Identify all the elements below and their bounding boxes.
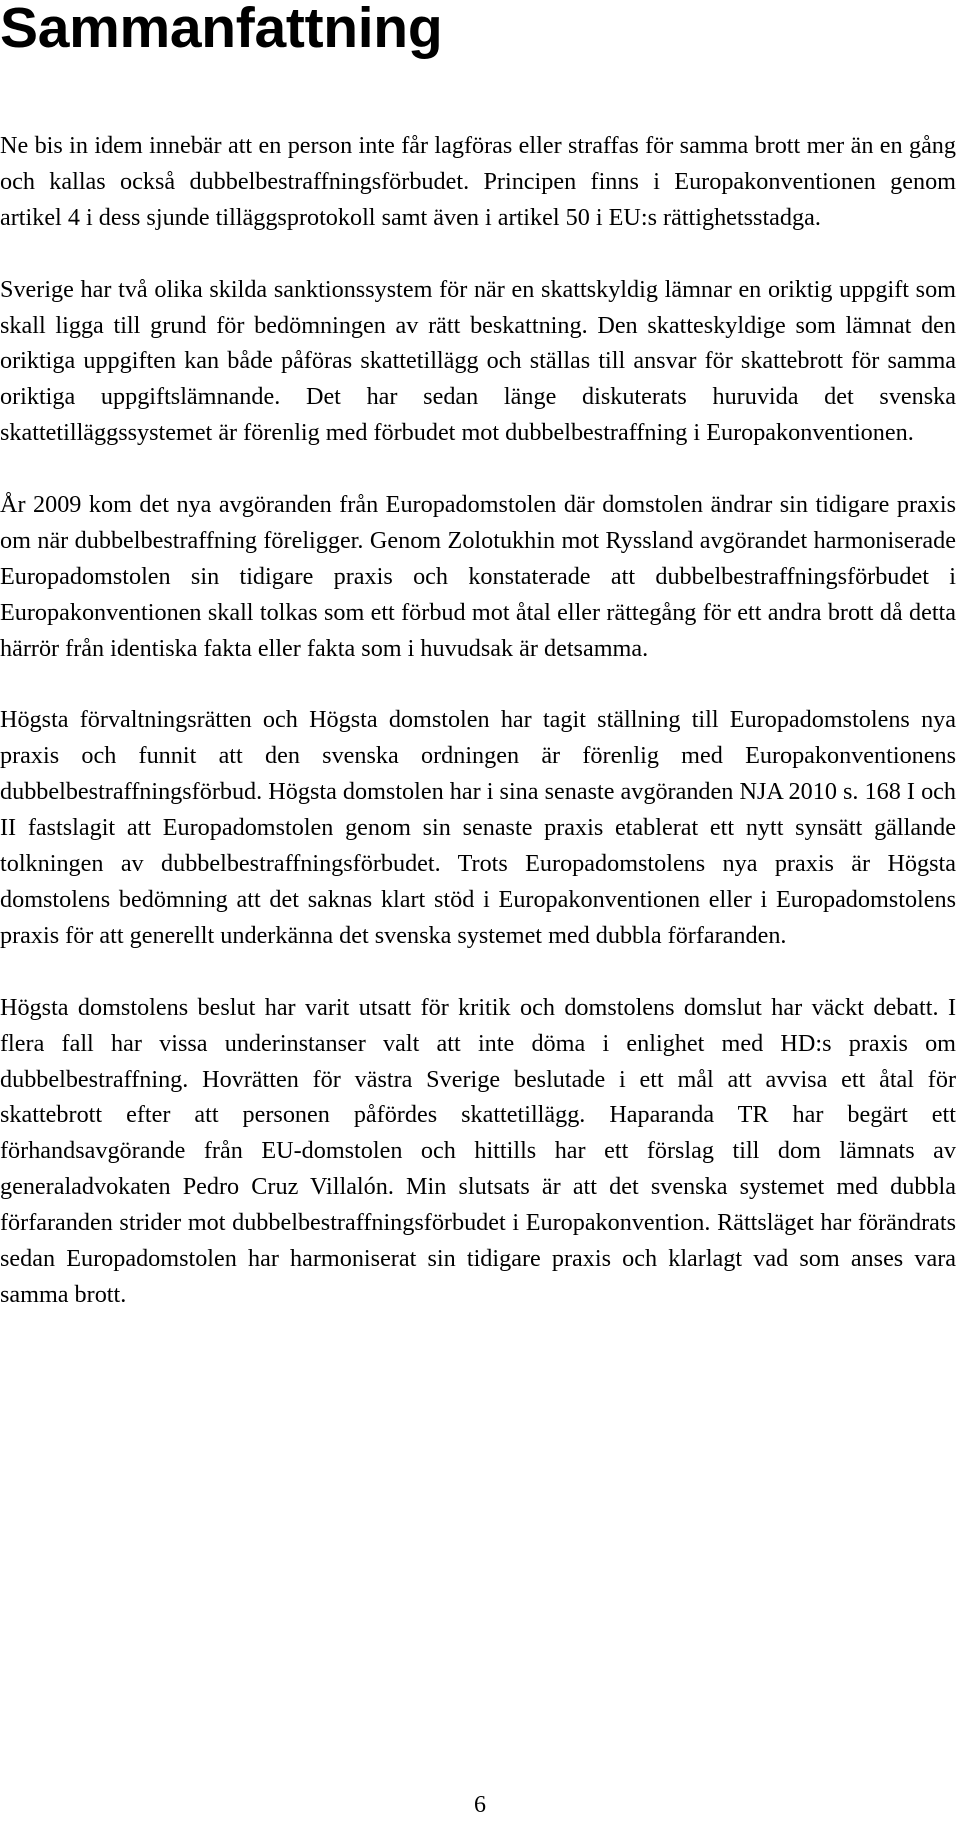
- page-title: Sammanfattning: [0, 0, 443, 60]
- paragraph-5: Högsta domstolens beslut har varit utsatt för kritik och domstolens domslut har väckt debatt. I flera fall har vissa underinstanser valt att inte döma i enlighet med HD:s praxis om dubbelbestraffning. Hovrätten för västra Sverige beslutade i ett mål att avvisa ett åtal för skattebrott efter att personen påfördes skattetillägg. Haparanda TR har begärt ett förhandsavgörande från EU-domstolen och hittills har ett förslag till dom lämnats av generaladvokaten Pedro Cruz Villalón. Min slutsats är att det svenska systemet med dubbla förfaranden strider mot dubbelbestraffningsförbudet i Europakonvention. Rättsläget har förändrats sedan Europadomstolen har harmoniserat sin tidigare praxis och klarlagt vad som anses vara samma brott.: [0, 993, 956, 1308]
- document-body: [0, 128, 956, 1349]
- paragraph-3: År 2009 kom det nya avgöranden från Europadomstolen där domstolen ändrar sin tidigare praxis om när dubbelbestraffning föreligger. Genom Zolotukhin mot Ryssland avgörandet harmoniserade Europadomstolen sin tidigare praxis och konstaterade att dubbelbestraffningsförbudet i Europakonventionen skall tolkas som ett förbud mot åtal eller rättegång för ett andra brott då detta härrör från identiska fakta eller fakta som i huvudsak är detsamma.: [0, 491, 956, 662]
- paragraph-4: Högsta förvaltningsrätten och Högsta domstolen har tagit ställning till Europadomstolens nya praxis och funnit att den svenska ordningen är förenlig med Europakonventionens dubbelbestraffningsförbud. Högsta domstolen har i sina senaste avgöranden NJA 2010 s. 168 I och II fastslagit att Europadomstolen genom sin senaste praxis etablerat ett nytt synsätt gällande tolkningen av dubbelbestraffningsförbudet. Trots Europadomstolens nya praxis är Högsta domstolens bedömning att det saknas klart stöd i Europakonventionen eller i Europadomstolens praxis för att generellt underkänna det svenska systemet med dubbla förfaranden.: [0, 706, 956, 949]
- page-number: 6: [474, 1792, 486, 1818]
- paragraph-2: Sverige har två olika skilda sanktionssystem för när en skattskyldig lämnar en oriktig uppgift som skall ligga till grund för bedömningen av rätt beskattning. Den skatteskyldige som lämnat den oriktiga uppgiften kan både påföras skattetillägg och ställas till ansvar för skattebrott för samma oriktiga uppgiftslämnande. Det har sedan länge diskuterats huruvida det svenska skattetilläggssystemet är förenlig med förbudet mot dubbelbestraffning i Europakonventionen.: [0, 275, 956, 447]
- paragraph-1: Ne bis in idem innebär att en person inte får lagföras eller straffas för samma brott mer än en gång och kallas också dubbelbestraffningsförbudet. Principen finns i Europakonventionen genom artikel 4 i dess sjunde tilläggsprotokoll samt även i artikel 50 i EU:s rättighetsstadga.: [0, 132, 956, 231]
